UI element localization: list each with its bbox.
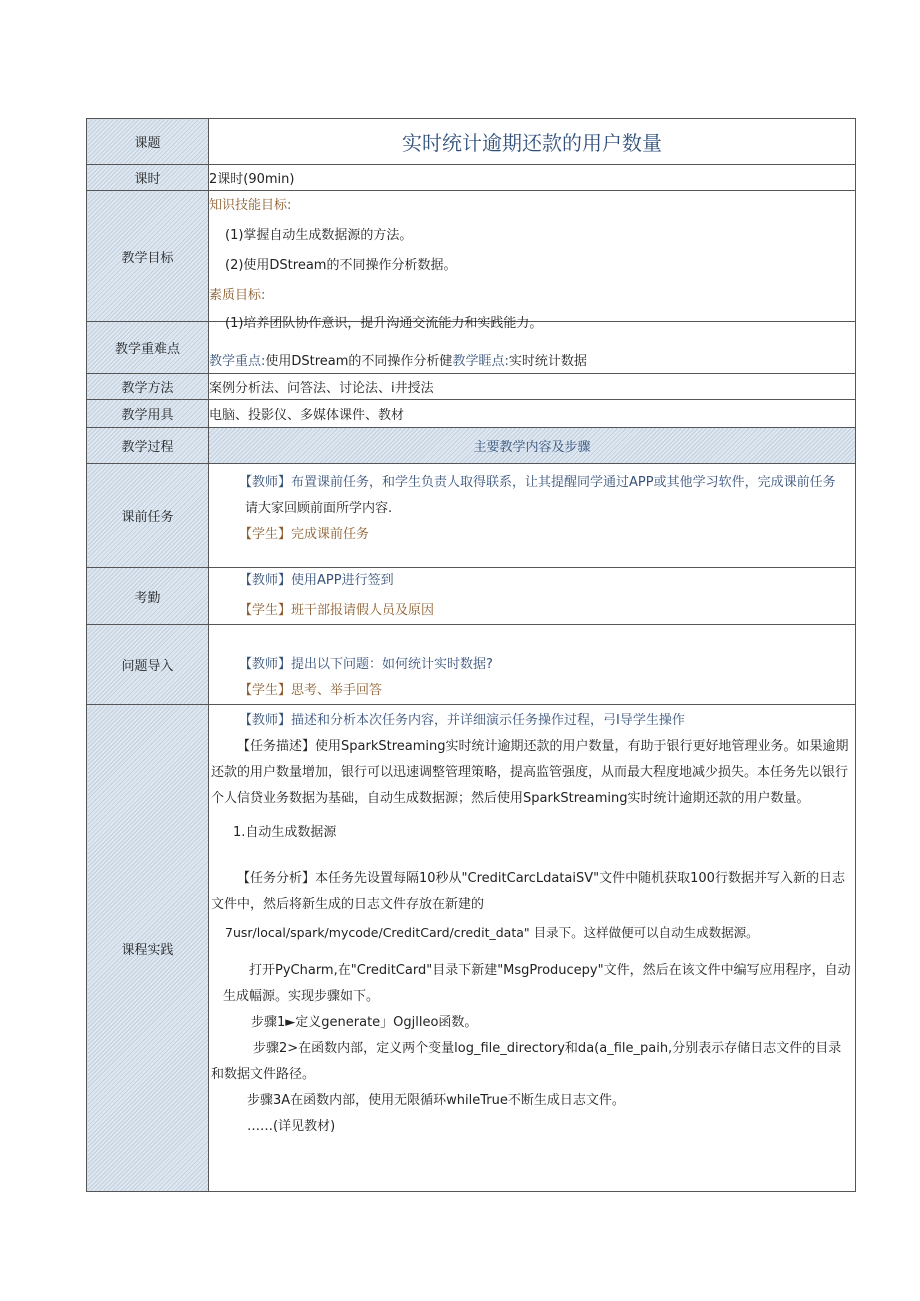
practice-description: 【任务描述】使用SparkStreaming实时统计逾期还款的用户数量，有助于银行更好地管理业务。如果逾期还款的用户数量增加，银行可以迅速调整管理策略，提高监管强度，从而最大程度地减少损失。本任务先以银行个人信贷业务数据为基础，自动生成数据源；然后使用SparkStreaming实时统计逾期还款的用户数量。 <box>211 739 849 806</box>
row-method <box>87 374 856 400</box>
page-title: 实时统计逾期还款的用户数量 <box>402 131 662 155</box>
row-hours <box>87 165 856 191</box>
label-method: 教学方法 <box>87 374 209 400</box>
quality-item-clipped: (1)培养团队协作意识，提升沟通交流能力和实践能力。 <box>225 316 543 331</box>
row-process-header <box>87 428 856 464</box>
pre-task-note: 请大家回顾前面所学内容. <box>245 501 393 516</box>
goals-cell <box>209 191 856 331</box>
row-title <box>87 119 856 165</box>
row-practice <box>87 705 856 1192</box>
row-question <box>87 625 856 705</box>
key-value: 使用DStream的不同操作分析健 <box>265 354 453 369</box>
difficulty-value: 实时统计数据 <box>508 354 587 369</box>
label-question: 问题导入 <box>87 625 209 705</box>
step-3: 步骤3A在函数内部，使用无限循环whileTrue不断生成日志文件。 <box>247 1093 625 1108</box>
practice-open: 打开PyCharm,在"CreditCard"目录下新建"MsgProducepy"文件，然后在该文件中编写应用程序，自动生成幅源。实现步骤如下。 <box>223 963 851 1004</box>
row-goals <box>87 191 856 322</box>
key-label: 教学重点: <box>209 354 266 369</box>
step-1: 步骤1►定义generate」Ogjlleo函数。 <box>251 1015 478 1030</box>
label-tools: 教学用具 <box>87 400 209 428</box>
row-pre-task <box>87 464 856 568</box>
label-practice: 课程实践 <box>87 705 209 1192</box>
process-header-title: 主要教学内容及步骤 <box>473 440 591 455</box>
label-attendance: 考勤 <box>87 568 209 625</box>
question-teacher: 【教师】提出以下问题：如何统计实时数据? <box>239 657 493 672</box>
label-process: 教学过程 <box>87 428 209 464</box>
attendance-cell <box>209 568 856 625</box>
see-textbook: ……(详见教材) <box>247 1119 336 1134</box>
tools-value: 电脑、投影仪、多媒体课件、教材 <box>209 400 856 428</box>
row-tools <box>87 400 856 428</box>
knowledge-item-2: (2)使用DStream的不同操作分析数据。 <box>225 258 457 273</box>
method-value: 案例分析法、问答法、讨论法、i井授法 <box>209 374 856 400</box>
difficulty-label: 教学睚点: <box>452 354 509 369</box>
label-key-points: 教学重难点 <box>87 322 209 374</box>
lesson-plan-table <box>86 118 856 1192</box>
question-cell <box>209 625 856 705</box>
practice-path: 7usr/local/spark/mycode/CreditCard/credit_data" 目录下。这样做便可以自动生成数据源。 <box>225 925 759 940</box>
practice-teacher: 【教师】描述和分析本次任务内容，并详细演示任务操作过程，弓I导学生操作 <box>239 713 685 728</box>
attendance-teacher: 【教师】使用APP进行签到 <box>239 573 394 588</box>
question-student: 【学生】思考、举手回答 <box>239 683 383 698</box>
pre-task-cell <box>209 464 856 568</box>
step-2: 步骤2>在函数内部，定义两个变量log_file_directory和da(a_file_paih,分别表示存储日志文件的目录和数据文件路径。 <box>211 1041 842 1082</box>
quality-heading: 素质目标: <box>209 288 266 303</box>
section-heading: 1.自动生成数据源 <box>233 825 337 840</box>
knowledge-heading: 知识技能目标: <box>209 198 292 213</box>
pre-task-teacher: 【教师】布置课前任务，和学生负责人取得联系，让其提醒同学通过APP或其他学习软件，完成课前任务 <box>239 475 836 490</box>
pre-task-student: 【学生】完成课前任务 <box>239 527 370 542</box>
label-hours: 课时 <box>87 165 209 191</box>
process-header-cell <box>209 428 856 464</box>
row-attendance <box>87 568 856 625</box>
title-cell <box>209 119 856 165</box>
practice-analysis: 【任务分析】本任务先设置每隔10秒从"CreditCarcLdataiSV"文件中随机获取100行数据并写入新的日志文件中，然后将新生成的日志文件存放在新建的 <box>211 871 845 912</box>
knowledge-item-1: (1)掌握自动生成数据源的方法。 <box>225 228 413 243</box>
practice-cell <box>209 705 856 1192</box>
label-goals: 教学目标 <box>87 191 209 322</box>
label-title: 课题 <box>87 119 209 165</box>
label-pre-task: 课前任务 <box>87 464 209 568</box>
goals-content <box>209 193 855 331</box>
attendance-student: 【学生】班干部报请假人员及原因 <box>239 603 435 618</box>
hours-value: 2课时(90min) <box>209 165 856 191</box>
